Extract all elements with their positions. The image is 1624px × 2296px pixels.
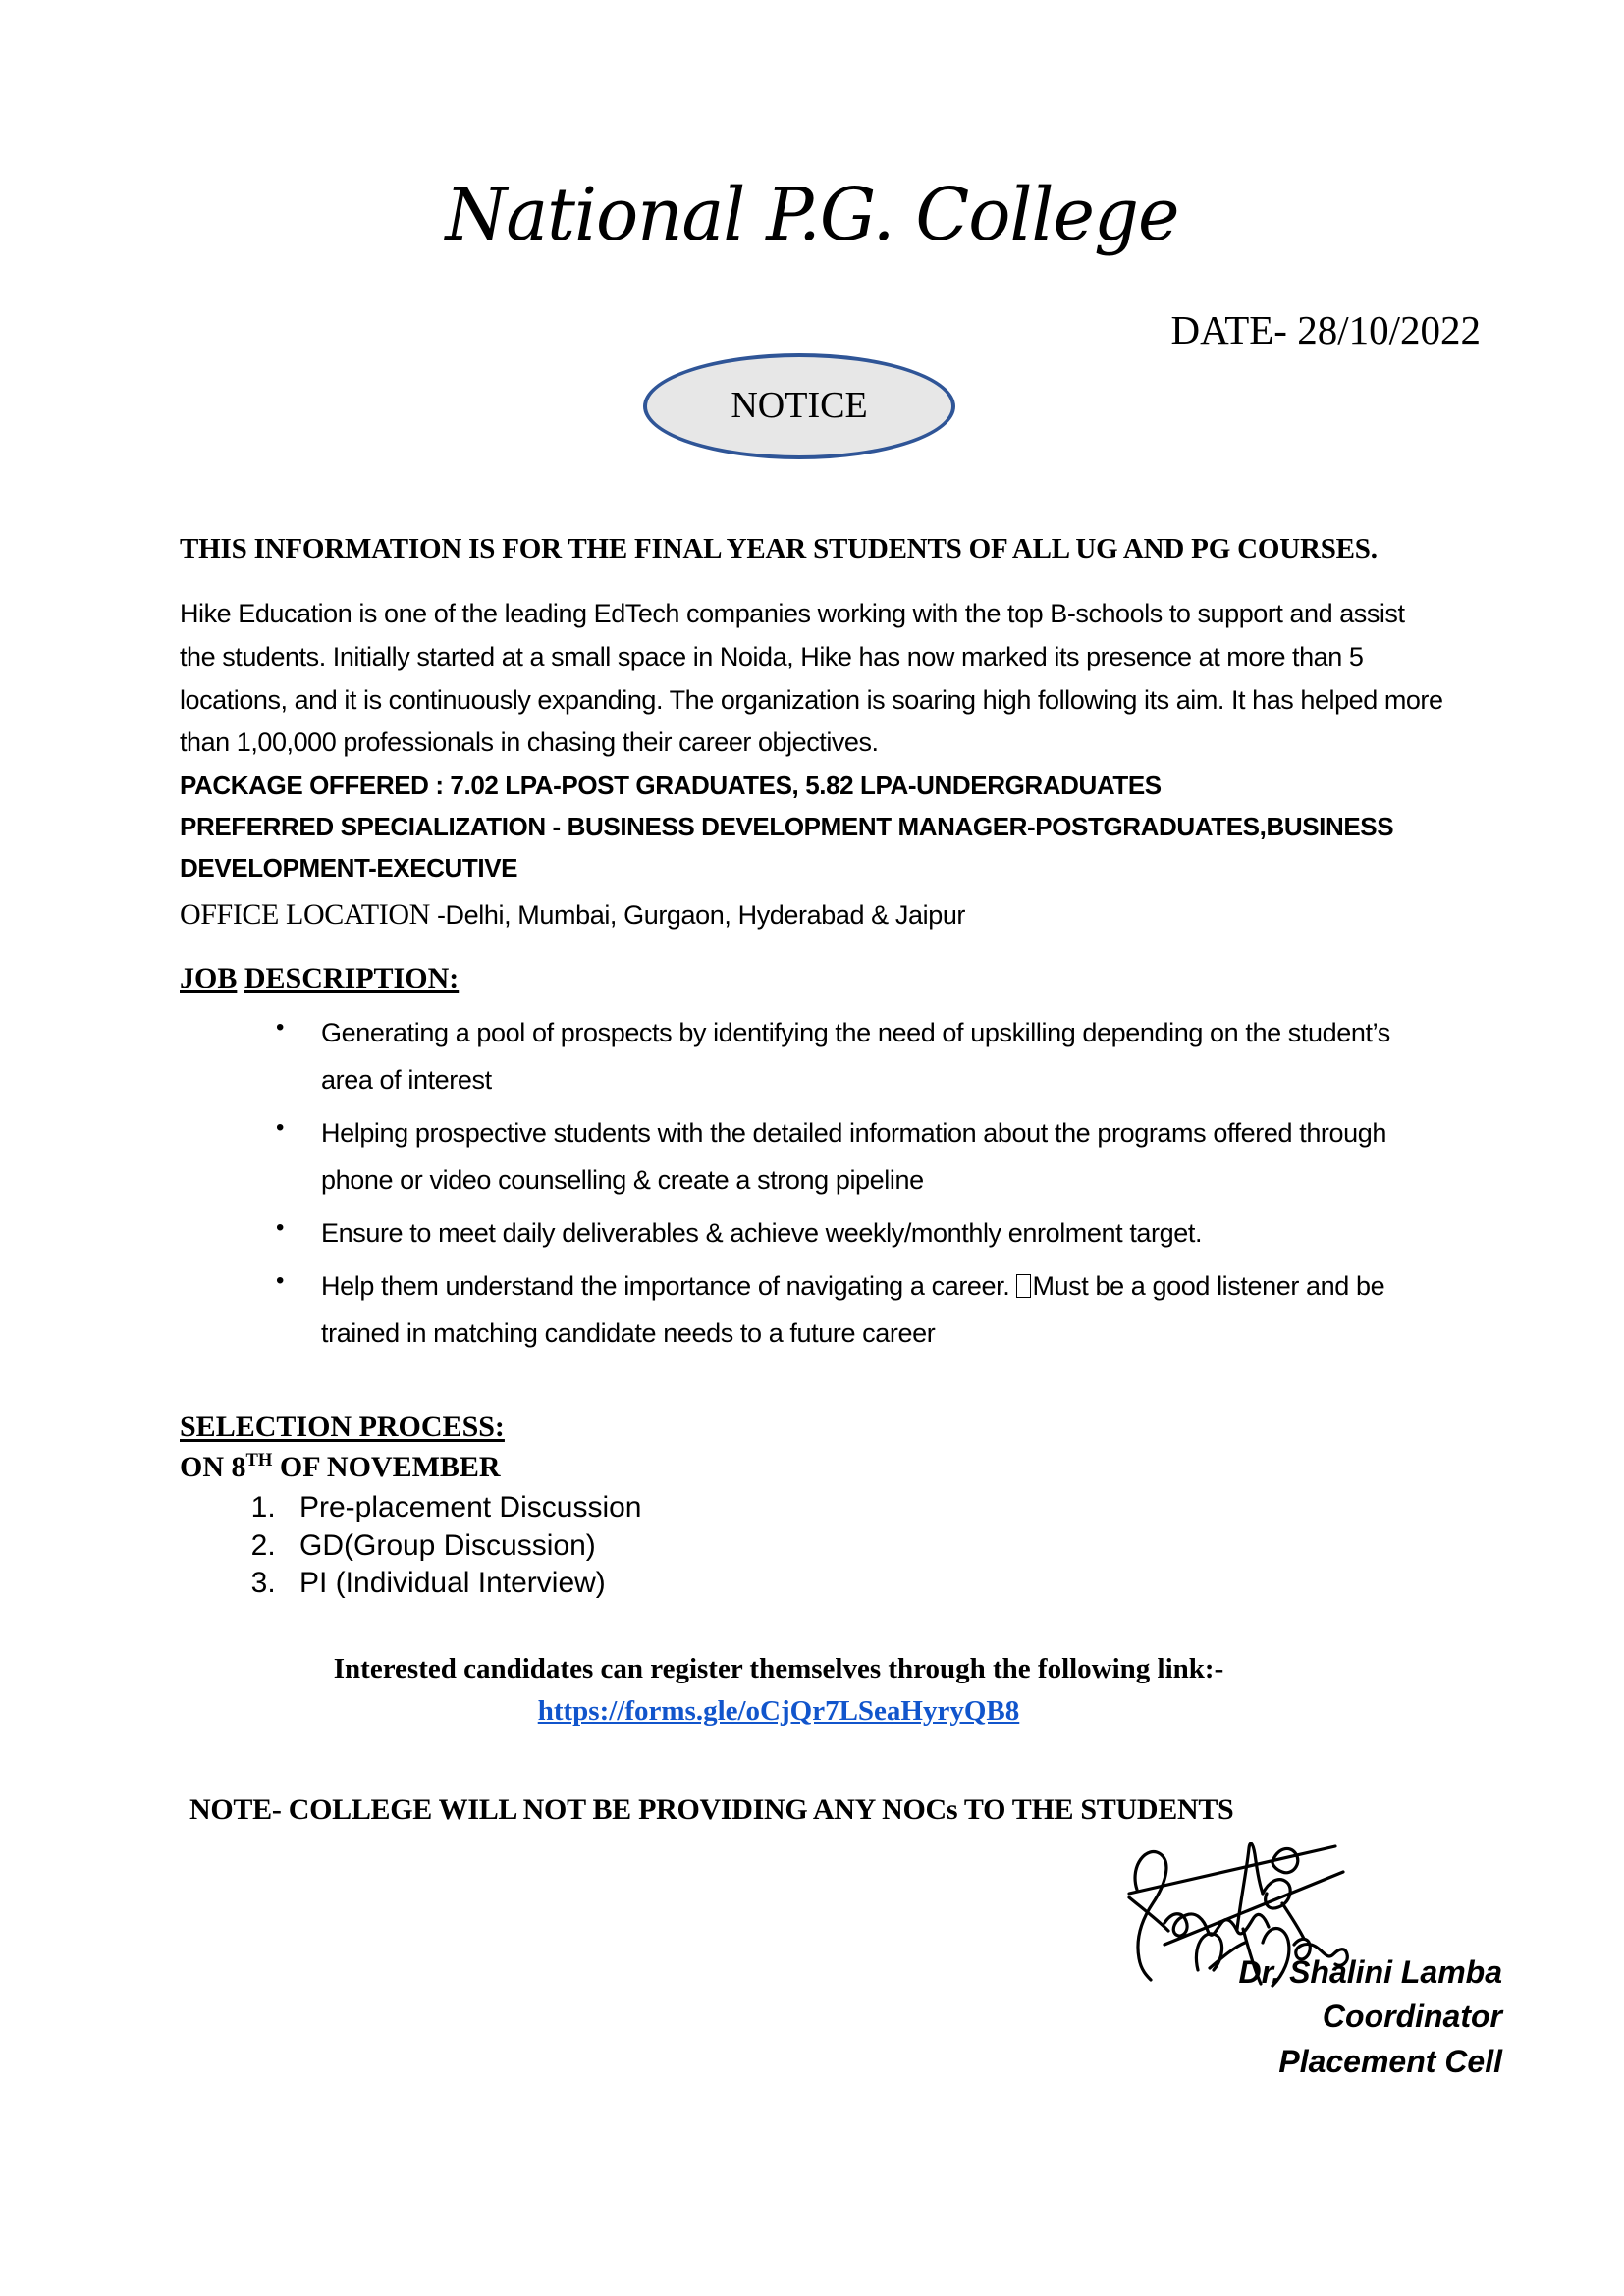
selection-process-date xyxy=(180,1448,1446,1488)
list-item xyxy=(274,1262,1446,1357)
selection-process-section xyxy=(180,1408,1446,1602)
signatory-department: Placement Cell xyxy=(1278,2043,1502,2079)
selection-steps-list xyxy=(180,1489,1446,1602)
signature-text-lines xyxy=(1110,1950,1502,2084)
preferred-specialization-line-1: PREFERRED SPECIALIZATION - BUSINESS DEVELOPMENT MANAGER-POSTGRADUATES,BUSINESS xyxy=(180,812,1394,842)
audience-heading: THIS INFORMATION IS FOR THE FINAL YEAR STUDENTS OF ALL UG AND PG COURSES. xyxy=(180,533,1378,564)
selection-process-heading-text: SELECTION PROCESS: xyxy=(180,1411,505,1444)
registration-instruction: Interested candidates can register themselves through the following link:- xyxy=(333,1652,1224,1684)
signatory-name: Dr. Shalini Lamba xyxy=(1238,1954,1502,1990)
signature-block xyxy=(1110,1821,1502,2096)
notice-badge-label: NOTICE xyxy=(731,384,868,426)
missing-glyph-box-icon xyxy=(1016,1274,1031,1298)
bullet-4-text-before: Help them understand the importance of navigating a career. xyxy=(321,1271,1017,1302)
noc-note: NOTE- COLLEGE WILL NOT BE PROVIDING ANY NOCs TO THE STUDENTS xyxy=(189,1792,1234,1826)
list-item: 2. GD(Group Discussion) xyxy=(284,1527,1446,1565)
registration-form-link[interactable]: https://forms.gle/oCjQr7LSeaHyryQB8 xyxy=(537,1695,1020,1728)
job-description-heading xyxy=(180,958,1446,999)
list-item: 1. Pre-placement Discussion xyxy=(284,1489,1446,1526)
preferred-specialization-line-2: DEVELOPMENT-EXECUTIVE xyxy=(180,853,518,883)
list-item: 3. PI (Individual Interview) xyxy=(284,1565,1446,1602)
list-item: • Generating a pool of prospects by identifying the need of upskilling depending on the student’s area of interest xyxy=(274,1009,1446,1103)
signatory-title: Coordinator xyxy=(1322,1999,1502,2035)
registration-section xyxy=(180,1648,1446,1734)
selection-date-ordinal: TH xyxy=(245,1449,273,1470)
office-location-label: OFFICE LOCATION xyxy=(180,897,430,931)
notice-badge-oval xyxy=(643,353,955,459)
office-location-line xyxy=(180,891,1446,939)
list-item: • Helping prospective students with the detailed information about the programs offered through phone or video counselling & create a strong pipeline xyxy=(274,1109,1446,1203)
selection-date-suffix: OF NOVEMBER xyxy=(272,1450,501,1483)
notice-body xyxy=(180,530,1446,1829)
job-description-heading-part-2: DESCRIPTION: xyxy=(244,962,460,995)
about-company-paragraph: Hike Education is one of the leading EdTech companies working with the top B-schools to support and assist the students. Initially started at a small space in Noida, Hike has now marked its presence at more than 5 locations, and it is continuously expanding. The organization is soaring high following its aim. It has helped more than 1,00,000 professionals in chasing their career objectives. xyxy=(180,599,1443,758)
selection-date-prefix: ON 8 xyxy=(180,1450,246,1483)
selection-process-heading xyxy=(180,1408,1446,1448)
notice-date: DATE- 28/10/2022 xyxy=(1170,307,1481,352)
list-item: • Ensure to meet daily deliverables & achieve weekly/monthly enrolment target. xyxy=(274,1209,1446,1256)
bullet-4-text-after: Must be a good listener and be trained in matching candidate needs to a future career xyxy=(321,1271,1385,1349)
job-description-heading-part-1: JOB xyxy=(180,962,238,995)
college-name-title: National P.G. College xyxy=(445,173,1179,257)
office-location-value: -Delhi, Mumbai, Gurgaon, Hyderabad & Jaipur xyxy=(429,899,966,930)
job-description-list xyxy=(180,1009,1446,1357)
package-offered-line: PACKAGE OFFERED : 7.02 LPA-POST GRADUATES, 5.82 LPA-UNDERGRADUATES xyxy=(180,771,1162,801)
